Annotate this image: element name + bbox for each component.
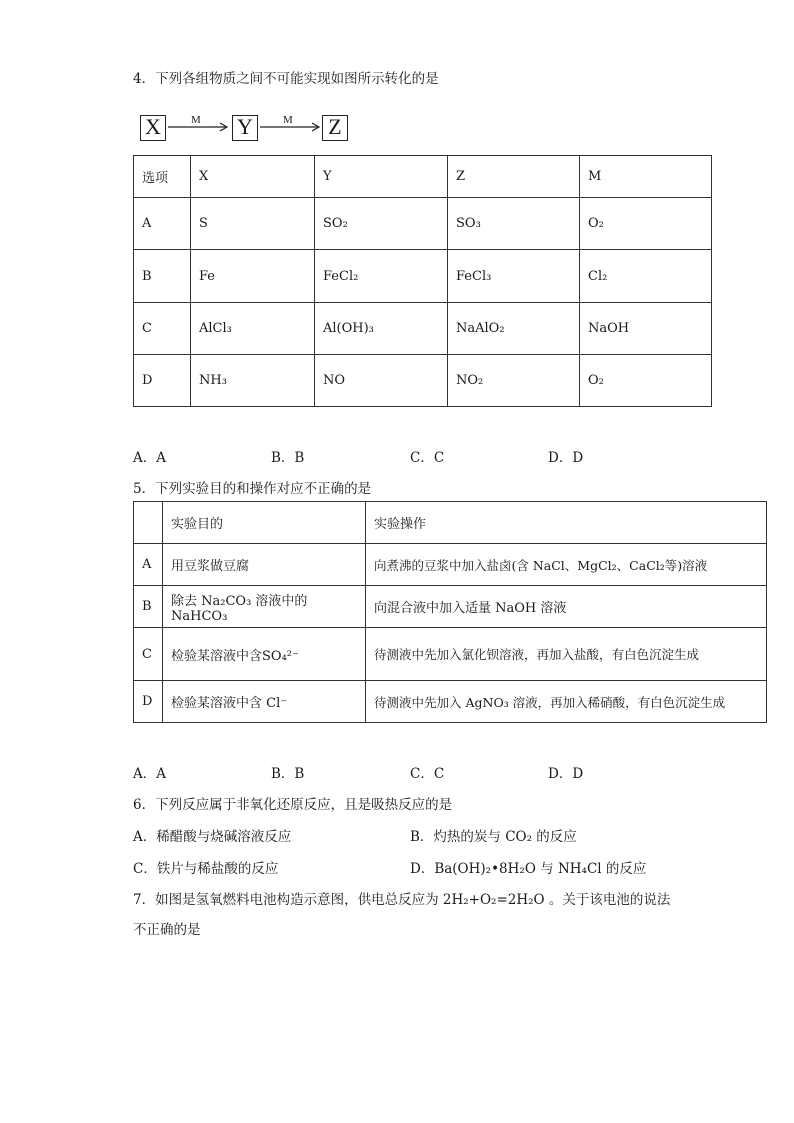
table-cell: FeCl₃ (448, 250, 580, 303)
q5-option-d: D．D (548, 766, 584, 782)
table-row (134, 586, 767, 628)
table-header-row (134, 502, 767, 544)
table-cell: 向煮沸的豆浆中加入盐卤(含 NaCl、MgCl₂、CaCl₂等)溶液 (366, 544, 767, 586)
q6-option-b: B．灼热的炭与 CO₂ 的反应 (410, 829, 577, 845)
table-cell: NH₃ (191, 355, 315, 407)
q7-line1: 7．如图是氢氧燃料电池构造示意图，供电总反应为 2H₂+O₂=2H₂O 。关于该电池的说法 (133, 892, 671, 908)
header-cell: 选项 (134, 156, 191, 198)
table-cell: A (134, 198, 191, 250)
table-cell: D (134, 681, 163, 723)
table-cell: O₂ (580, 355, 712, 407)
table-cell: SO₃ (448, 198, 580, 250)
table-cell: A (134, 544, 163, 586)
q4-option-b: B．B (271, 450, 305, 466)
table-cell: C (134, 303, 191, 355)
q5-option-a: A．A (133, 766, 166, 782)
q4-option-c: C．C (410, 450, 445, 466)
q5-title: 5．下列实验目的和操作对应不正确的是 (133, 481, 372, 497)
q4-title: 4．下列各组物质之间不可能实现如图所示转化的是 (133, 71, 439, 87)
table-cell: NaAlO₂ (448, 303, 580, 355)
q5-option-b: B．B (271, 766, 305, 782)
table-cell: 待测液中先加入氯化钡溶液，再加入盐酸，有白色沉淀生成 (366, 628, 767, 681)
table-cell: 检验某溶液中含SO₄²⁻ (163, 628, 366, 681)
diagram-m2-label: M (283, 114, 293, 126)
header-cell: 实验操作 (366, 502, 767, 544)
table-cell: D (134, 355, 191, 407)
q6-option-a: A．稀醋酸与烧碱溶液反应 (133, 829, 292, 845)
table-cell: 检验某溶液中含 Cl⁻ (163, 681, 366, 723)
q6-option-d: D．Ba(OH)₂•8H₂O 与 NH₄Cl 的反应 (410, 861, 647, 877)
header-cell (134, 502, 163, 544)
table-row (134, 628, 767, 681)
q4-option-a: A．A (133, 450, 166, 466)
table-cell: Al(OH)₃ (315, 303, 448, 355)
table-cell: 待测液中先加入 AgNO₃ 溶液，再加入稀硝酸，有白色沉淀生成 (366, 681, 767, 723)
arrow-right-icon (166, 120, 232, 134)
q4-table (133, 155, 712, 407)
table-cell: SO₂ (315, 198, 448, 250)
table-row (134, 355, 712, 407)
table-cell: B (134, 250, 191, 303)
table-cell: NO₂ (448, 355, 580, 407)
diagram-y-box: Y (232, 115, 258, 141)
q5-option-c: C．C (410, 766, 445, 782)
table-cell: O₂ (580, 198, 712, 250)
table-row (134, 303, 712, 355)
table-cell: 除去 Na₂CO₃ 溶液中的 NaHCO₃ (163, 586, 366, 628)
q7-line2: 不正确的是 (133, 922, 201, 938)
header-cell: X (191, 156, 315, 198)
table-cell: Fe (191, 250, 315, 303)
diagram-m1-label: M (191, 114, 201, 126)
table-cell: C (134, 628, 163, 681)
q6-title: 6．下列反应属于非氧化还原反应，且是吸热反应的是 (133, 797, 453, 813)
table-row (134, 198, 712, 250)
table-cell: S (191, 198, 315, 250)
table-row (134, 250, 712, 303)
table-cell: B (134, 586, 163, 628)
table-cell: 用豆浆做豆腐 (163, 544, 366, 586)
table-row (134, 544, 767, 586)
table-cell: Cl₂ (580, 250, 712, 303)
q5-table (133, 501, 767, 723)
q4-option-d: D．D (548, 450, 584, 466)
q6-option-c: C．铁片与稀盐酸的反应 (133, 861, 279, 877)
header-cell: 实验目的 (163, 502, 366, 544)
table-cell: NaOH (580, 303, 712, 355)
table-cell: AlCl₃ (191, 303, 315, 355)
table-cell: NO (315, 355, 448, 407)
header-cell: Z (448, 156, 580, 198)
table-header-row (134, 156, 712, 198)
table-row (134, 681, 767, 723)
diagram-z-box: Z (322, 115, 348, 141)
table-cell: 向混合液中加入适量 NaOH 溶液 (366, 586, 767, 628)
diagram-x-box: X (140, 115, 166, 141)
header-cell: Y (315, 156, 448, 198)
header-cell: M (580, 156, 712, 198)
table-cell: FeCl₂ (315, 250, 448, 303)
arrow-right-icon (258, 120, 324, 134)
